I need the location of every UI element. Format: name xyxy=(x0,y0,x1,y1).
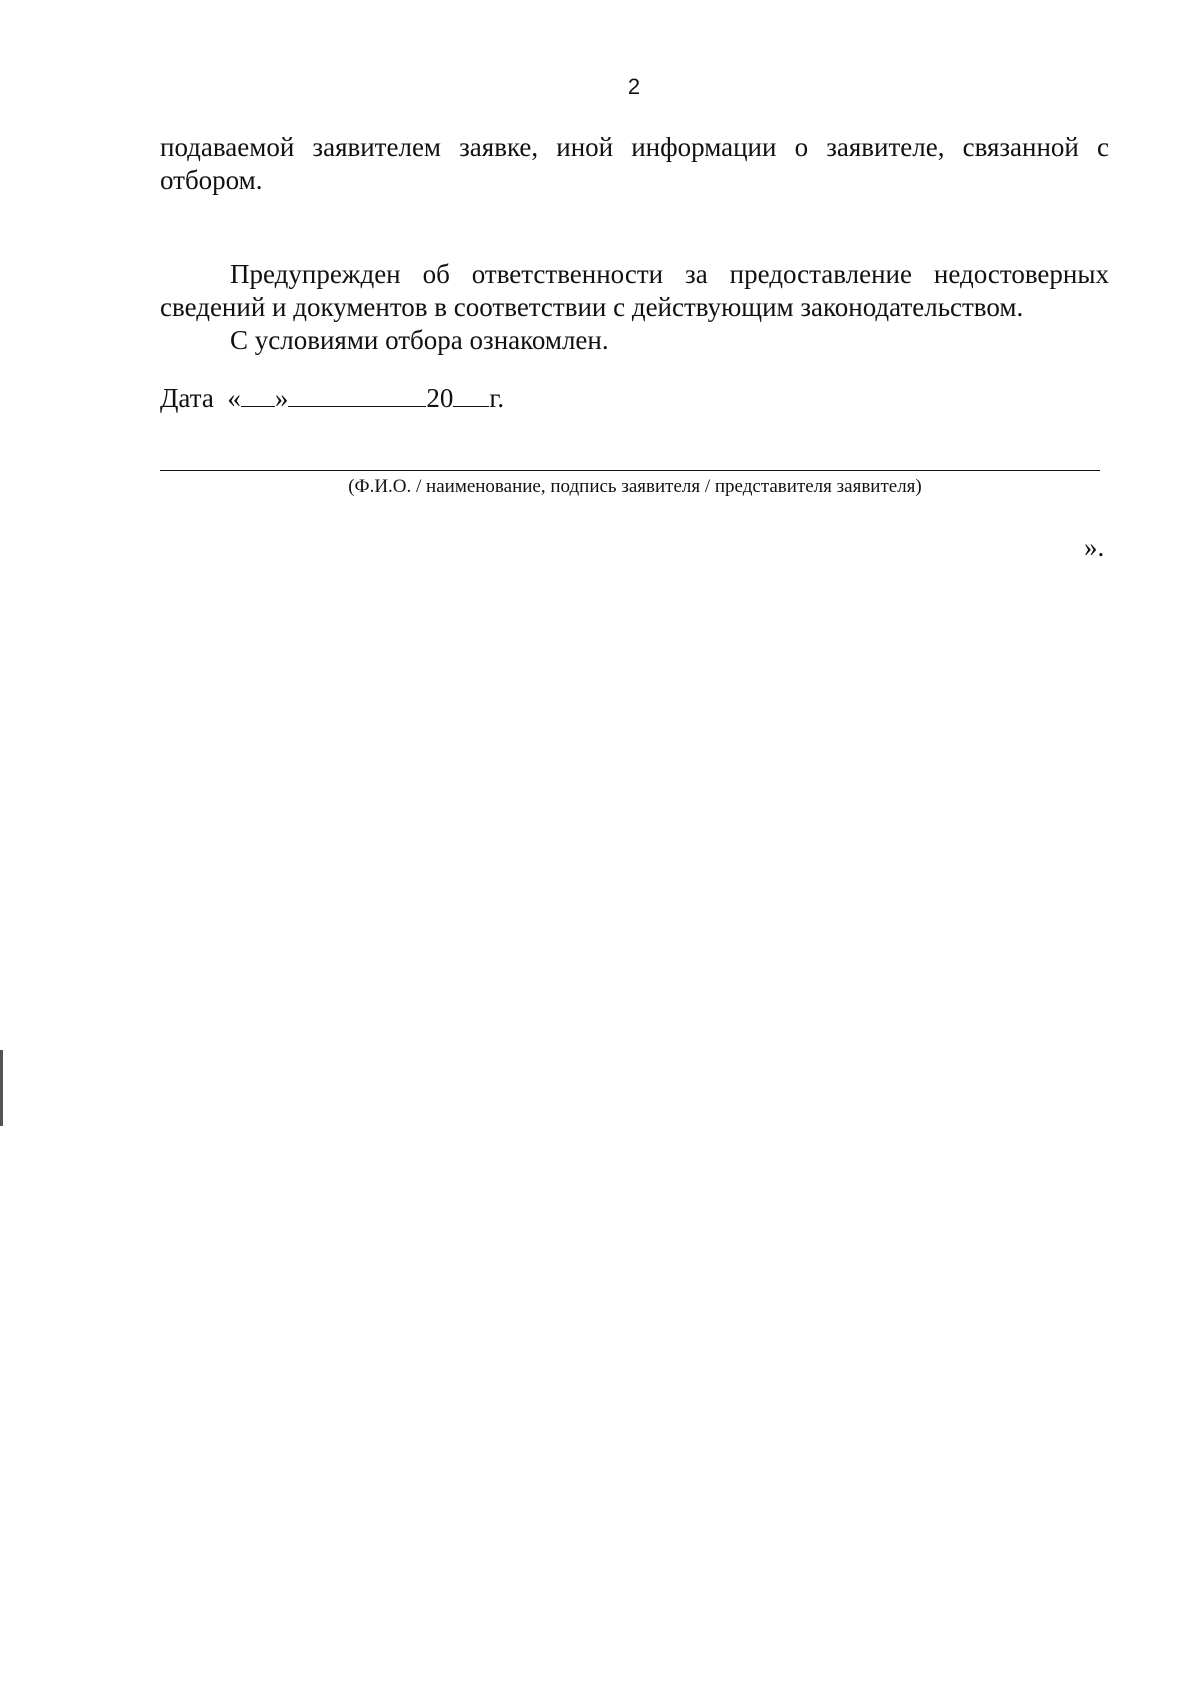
signature-line[interactable] xyxy=(160,470,1100,471)
date-field xyxy=(160,381,504,415)
date-close-quote: » xyxy=(274,383,289,413)
closing-quote-mark: ». xyxy=(1084,532,1105,562)
year-blank[interactable] xyxy=(453,381,489,407)
scan-edge-mark xyxy=(0,1050,3,1126)
year-prefix: 20 xyxy=(426,383,454,413)
page-number: 2 xyxy=(627,74,641,99)
date-label: Дата xyxy=(160,383,214,413)
day-blank[interactable] xyxy=(241,381,275,407)
date-open-quote: « xyxy=(227,383,241,413)
warning-paragraph: Предупрежден об ответственности за предоставление недостоверных сведений и документов в соответствии с действующим законодательством. xyxy=(160,259,1109,322)
signature-caption: (Ф.И.О. / наименование, подпись заявителя / представителя заявителя) xyxy=(348,476,922,497)
year-suffix: г. xyxy=(489,383,505,413)
acknowledgement-paragraph: С условиями отбора ознакомлен. xyxy=(230,325,609,355)
continuation-paragraph: подаваемой заявителем заявке, иной информации о заявителе, связанной с отбором. xyxy=(160,132,1109,195)
month-blank[interactable] xyxy=(288,381,426,407)
